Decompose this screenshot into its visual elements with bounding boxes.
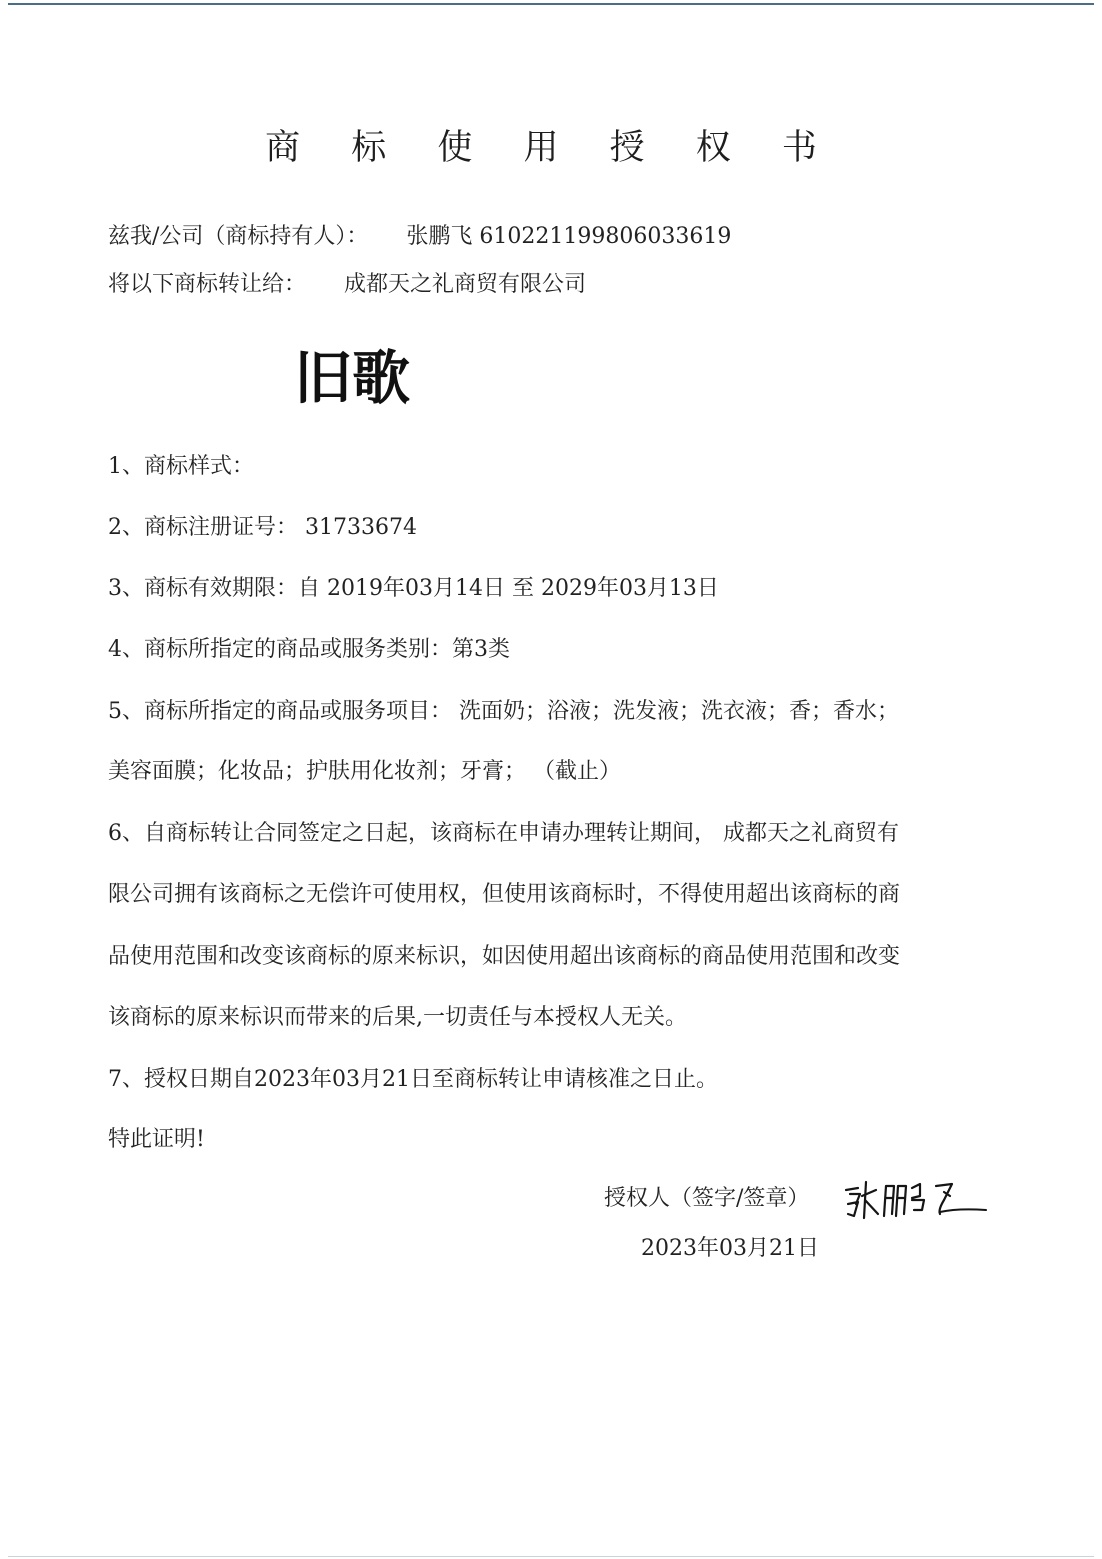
handwritten-signature bbox=[840, 1174, 990, 1224]
item-7: 7、授权日期自2023年03月21日至商标转让申请核准之日止。 bbox=[108, 1067, 718, 1092]
holder-label: 兹我/公司（商标持有人）： bbox=[108, 224, 369, 249]
closing-statement: 特此证明! bbox=[108, 1127, 205, 1152]
item-3: 3、商标有效期限：自 2019年03月14日 至 2029年03月13日 bbox=[108, 576, 719, 601]
document-title: 商 标 使 用 授 权 书 bbox=[265, 128, 837, 168]
signature-date: 2023年03月21日 bbox=[641, 1236, 819, 1261]
item-2: 2、商标注册证号： 31733674 bbox=[108, 515, 417, 540]
signature-label: 授权人（签字/签章） bbox=[604, 1186, 810, 1211]
transferee-value: 成都天之礼商贸有限公司 bbox=[344, 272, 587, 297]
holder-value: 张鹏飞 610221199806033619 bbox=[406, 224, 732, 249]
item-6-line-3: 品使用范围和改变该商标的原来标识，如因使用超出该商标的商品使用范围和改变 bbox=[108, 944, 901, 969]
transferee-label: 将以下商标转让给： bbox=[108, 272, 307, 297]
item-6-line-1: 6、自商标转让合同签定之日起，该商标在申请办理转让期间， 成都天之礼商贸有 bbox=[108, 821, 899, 846]
item-5: 5、商标所指定的商品或服务项目： 洗面奶；浴液；洗发液；洗衣液；香；香水； bbox=[108, 699, 899, 724]
item-5-continued: 美容面膜；化妆品；护肤用化妆剂；牙膏； （截止） bbox=[108, 759, 621, 784]
trademark-logo-text: 旧歌 bbox=[294, 344, 411, 412]
item-4: 4、商标所指定的商品或服务类别：第3类 bbox=[108, 637, 510, 662]
item-1: 1、商标样式： bbox=[108, 454, 254, 479]
bottom-rule bbox=[8, 1556, 1094, 1557]
transferee-line bbox=[108, 270, 586, 300]
item-6-line-2: 限公司拥有该商标之无偿许可使用权，但使用该商标时，不得使用超出该商标的商 bbox=[108, 882, 901, 907]
top-rule bbox=[8, 3, 1094, 5]
holder-line bbox=[108, 222, 731, 252]
item-6-line-4: 该商标的原来标识而带来的后果,一切责任与本授权人无关。 bbox=[108, 1005, 687, 1030]
trademark-logo bbox=[294, 342, 426, 412]
